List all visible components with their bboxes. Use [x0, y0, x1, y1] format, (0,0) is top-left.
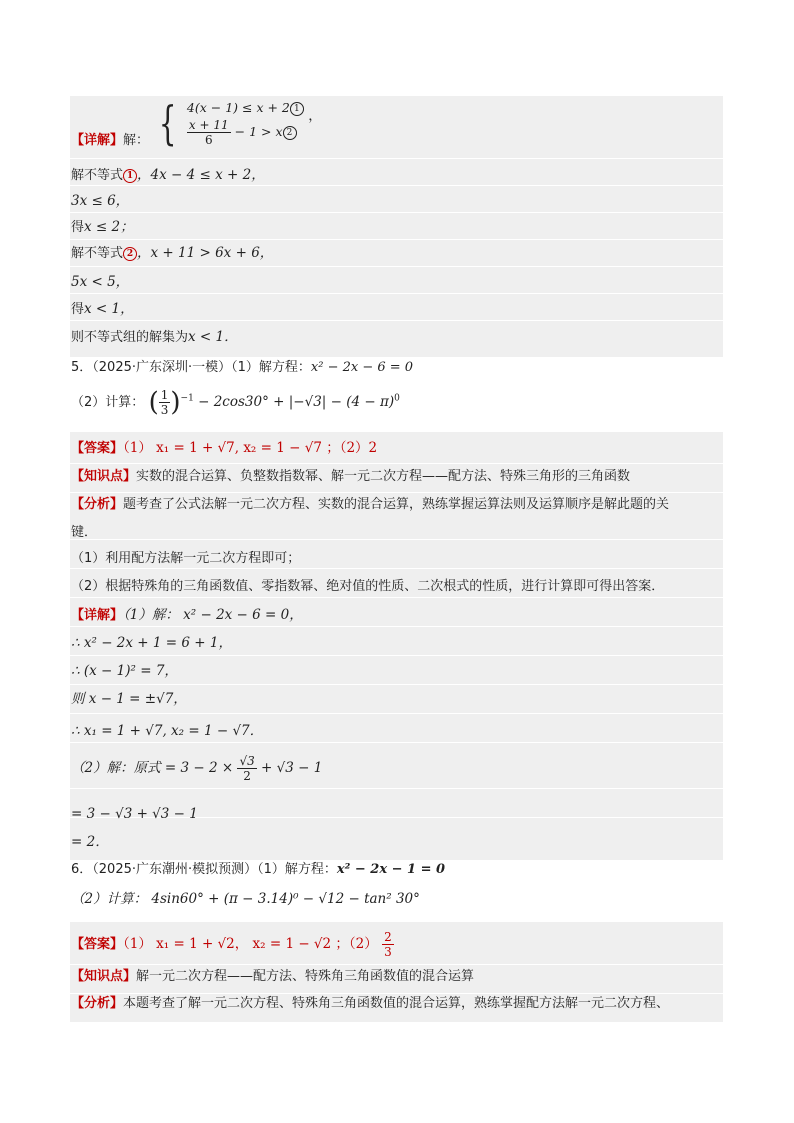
q5-analysis-p2: （2）根据特殊角的三角函数值、零指数幂、绝对值的性质、二次根式的性质，进行计算即可得出答案．	[71, 579, 665, 594]
q5-detail-line: ∴ x² − 2x + 1 = 6 + 1，	[71, 635, 232, 651]
q5-detail-line: ∴ x₁ = 1 + √7, x₂ = 1 − √7．	[71, 723, 264, 739]
solution-line: 得x < 1，	[71, 301, 134, 317]
detail-lead: 解：	[123, 133, 150, 148]
mark-2-red-icon: 2	[123, 247, 137, 261]
q5-detail-line: ∴ (x − 1)² = 7，	[71, 663, 178, 679]
mark-1-icon: 1	[290, 102, 304, 116]
inequality-system: 4(x − 1) ≤ x + 2 1 $\frac{x + 11}{6}$ − 1 > x 2	[187, 98, 304, 147]
q5-answer: 【答案】（1） x₁ = 1 + √7, x₂ = 1 − √7 ；（2）2	[71, 440, 378, 456]
question-5-header: 5．（2025·广东深圳·一模）（1）解方程：x² − 2x − 6 = 0	[71, 360, 414, 375]
q5-detail-line: = 3 − √3 + √3 − 1	[71, 806, 198, 822]
solution-line: 解不等式 2 ，x + 11 > 6x + 6，	[71, 245, 274, 261]
q6-analysis: 【分析】本题考查了解一元二次方程、特殊角三角函数值的混合运算，熟练掌握配方法解一元二次方程、	[71, 996, 670, 1011]
question-6-part2: （2）计算： 4sin60° + (π − 3.14)⁰ − √12 − tan² 30°	[71, 891, 420, 907]
solution-line: 则不等式组的解集为x < 1．	[71, 329, 238, 345]
solution-line: 得x ≤ 2；	[71, 219, 134, 235]
q5-detail-line: 【详解】（1）解： x² − 2x − 6 = 0，	[71, 607, 303, 623]
solution-line: 3x ≤ 6，	[71, 193, 130, 209]
mark-2-icon: 2	[283, 126, 297, 140]
solution-line: 解不等式 1 ，4x − 4 ≤ x + 2，	[71, 167, 265, 183]
solution-line: 5x < 5，	[71, 274, 130, 290]
question-6-header: 6．（2025·广东潮州·模拟预测）（1）解方程：x² − 2x − 1 = 0	[71, 862, 446, 877]
mark-1-red-icon: 1	[123, 169, 137, 183]
q5-detail-part2: （2）解：原式 = 3 − 2 × $\frac{√3}{2}$ + √3 − 1	[71, 754, 323, 783]
system-brace: {	[159, 95, 177, 150]
q5-analysis: 【分析】题考查了公式法解一元二次方程、实数的混合运算，熟练掌握运算法则及运算顺序是解此题的关	[71, 497, 670, 512]
q5-detail-line: 则 x − 1 = ±√7，	[71, 691, 187, 707]
detail-line-system: 【详解】解： { 4(x − 1) ≤ x + 2 1 $\frac{x + 11}{6}$ − 1 > x 2 ，	[71, 95, 322, 150]
q5-knowledge-point: 【知识点】实数的混合运算、负整数指数幂、解一元二次方程——配方法、特殊三角形的三角函数	[71, 469, 631, 484]
question-5-part2: （2）计算： ( $\frac{1}{3}$ )$^{-1} - 2\cos 30^\circ + |-√3| - (4 - \pi)^0$	[71, 387, 400, 418]
q5-analysis-cont: 键．	[71, 525, 98, 540]
detail-tag: 【详解】	[71, 133, 124, 148]
q5-detail-line: = 2．	[71, 834, 109, 850]
q5-analysis-p1: （1）利用配方法解一元二次方程即可；	[71, 551, 301, 566]
q6-knowledge-point: 【知识点】解一元二次方程——配方法、特殊角三角函数值的混合运算	[71, 969, 475, 984]
q6-answer: 【答案】（1） x₁ = 1 + √2， x₂ = 1 − √2 ；（2） $\frac{2}{3}$	[71, 930, 392, 959]
